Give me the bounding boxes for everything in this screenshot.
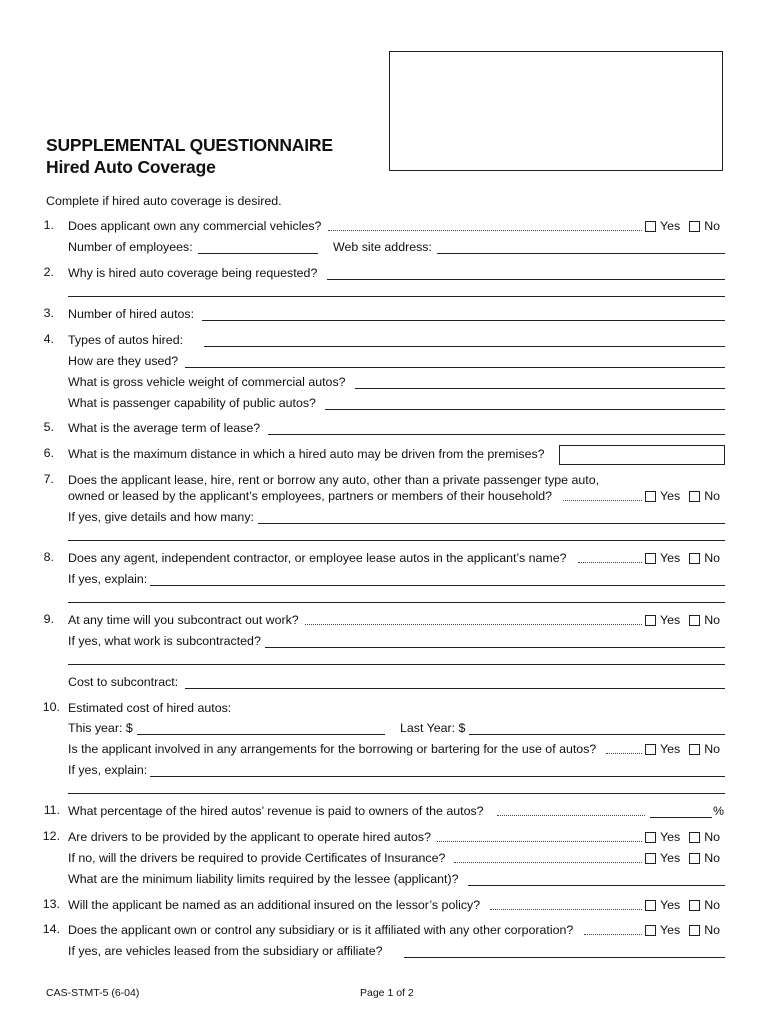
q7-details-field-2[interactable] (68, 540, 725, 541)
title-line-2: Hired Auto Coverage (46, 157, 216, 177)
q9-what-field[interactable] (265, 647, 725, 648)
q6-distance-field[interactable] (559, 445, 725, 465)
q12-certs-text: If no, will the drivers be required to provide Certificates of Insurance? (68, 851, 446, 865)
q10-this-year-field[interactable] (137, 734, 385, 735)
q14-yes-checkbox[interactable] (645, 925, 656, 936)
q1-employees-label: Number of employees: (68, 240, 193, 254)
no-label: No (704, 851, 721, 865)
q9-what-label: If yes, what work is subcontracted? (68, 634, 261, 648)
no-label: No (704, 742, 721, 756)
q5-field[interactable] (268, 434, 725, 435)
q12-limits-field[interactable] (468, 885, 725, 886)
q7-number: 7. (43, 472, 54, 486)
q4-passenger-label: What is passenger capability of public autos? (68, 396, 316, 410)
q13-yes-checkbox[interactable] (645, 900, 656, 911)
q11-percent-field[interactable] (650, 817, 712, 818)
q9-number: 9. (43, 612, 54, 626)
q12-limits-label: What are the minimum liability limits required by the lessee (applicant)? (68, 872, 459, 886)
q7-no-checkbox[interactable] (689, 491, 700, 502)
q3-text: Number of hired autos: (68, 307, 195, 321)
no-label: No (704, 219, 721, 233)
q5-number: 5. (43, 420, 54, 434)
q8-number: 8. (43, 550, 54, 564)
stamp-box (389, 51, 723, 171)
q13-text: Will the applicant be named as an additional insured on the lessor’s policy? (68, 898, 481, 912)
no-label: No (704, 551, 721, 565)
q8-explain-field[interactable] (150, 585, 725, 586)
q1-no-checkbox[interactable] (689, 221, 700, 232)
q12-text: Are drivers to be provided by the applicant to operate hired autos? (68, 830, 431, 844)
q14-leader (584, 934, 642, 935)
q5-text: What is the average term of lease? (68, 421, 261, 435)
no-label: No (704, 489, 721, 503)
q12-yes-checkbox[interactable] (645, 832, 656, 843)
q9-no-checkbox[interactable] (689, 615, 700, 626)
q9-yes-checkbox[interactable] (645, 615, 656, 626)
yes-label: Yes (660, 489, 681, 503)
q9-cost-field[interactable] (185, 688, 725, 689)
q4-weight-field[interactable] (355, 388, 725, 389)
q7-details-field[interactable] (258, 523, 725, 524)
q11-text: What percentage of the hired autos’ revenue is paid to owners of the autos? (68, 804, 484, 818)
q10-explain-field[interactable] (150, 776, 725, 777)
yes-label: Yes (660, 830, 681, 844)
q9-cost-label: Cost to subcontract: (68, 675, 179, 689)
q2-field-2[interactable] (68, 296, 725, 297)
no-label: No (704, 923, 721, 937)
q10-number: 10. (42, 700, 60, 714)
q1-text: Does applicant own any commercial vehicles? (68, 219, 322, 233)
yes-label: Yes (660, 851, 681, 865)
q9-yes-no (645, 612, 720, 628)
q11-leader (497, 815, 645, 816)
q10-borrowing-text: Is the applicant involved in any arrangements for the borrowing or bartering for the use of autos? (68, 742, 597, 756)
q10-text: Estimated cost of hired autos: (68, 701, 232, 715)
q7-text-line1: Does the applicant lease, hire, rent or borrow any auto, other than a private passenger type auto, (68, 473, 600, 487)
q13-number: 13. (42, 897, 60, 911)
q12-certs-leader (454, 862, 642, 863)
q14-no-checkbox[interactable] (689, 925, 700, 936)
q13-no-checkbox[interactable] (689, 900, 700, 911)
q10-explain-label: If yes, explain: (68, 763, 148, 777)
q12-leader (437, 841, 642, 842)
q1-website-label: Web site address: (333, 240, 432, 254)
no-label: No (704, 830, 721, 844)
q4-passenger-field[interactable] (325, 409, 725, 410)
q1-employees-field[interactable] (198, 253, 318, 254)
yes-label: Yes (660, 613, 681, 627)
q12-certs-yes-checkbox[interactable] (645, 853, 656, 864)
q6-text: What is the maximum distance in which a hired auto may be driven from the premises? (68, 447, 545, 461)
q8-no-checkbox[interactable] (689, 553, 700, 564)
q4-types-field[interactable] (204, 346, 725, 347)
yes-label: Yes (660, 898, 681, 912)
q9-what-field-2[interactable] (68, 664, 725, 665)
q4-weight-label: What is gross vehicle weight of commercial autos? (68, 375, 346, 389)
q14-number: 14. (42, 922, 60, 936)
q8-leader (578, 562, 642, 563)
q1-yes-checkbox[interactable] (645, 221, 656, 232)
q8-explain-label: If yes, explain: (68, 572, 148, 586)
q1-website-field[interactable] (437, 253, 725, 254)
q10-this-year-label: This year: $ (68, 721, 133, 735)
q10-yes-checkbox[interactable] (645, 744, 656, 755)
q9-text: At any time will you subcontract out work? (68, 613, 299, 627)
intro-text: Complete if hired auto coverage is desired. (46, 194, 282, 208)
q1-number: 1. (43, 218, 54, 232)
q13-yes-no (645, 897, 720, 913)
q3-number: 3. (43, 306, 54, 320)
q7-details-label: If yes, give details and how many: (68, 510, 254, 524)
q14-leased-label: If yes, are vehicles leased from the subsidiary or affiliate? (68, 944, 383, 958)
q6-number: 6. (43, 446, 54, 460)
q10-last-year-label: Last Year: $ (400, 721, 466, 735)
q4-used-field[interactable] (185, 367, 725, 368)
no-label: No (704, 613, 721, 627)
q13-leader (490, 909, 642, 910)
no-label: No (704, 898, 721, 912)
q7-text-line2: owned or leased by the applicant’s employees, partners or members of their household? (68, 489, 552, 503)
q12-certs-no-checkbox[interactable] (689, 853, 700, 864)
q10-yes-no (645, 741, 720, 757)
q14-yes-no (645, 922, 720, 938)
yes-label: Yes (660, 219, 681, 233)
q12-yes-no (645, 829, 720, 845)
q4-text: Types of autos hired: (68, 333, 184, 347)
q7-yes-no (645, 488, 720, 504)
q11-percent-sign: % (713, 804, 725, 818)
q12-no-checkbox[interactable] (689, 832, 700, 843)
q12-certs-yes-no (645, 850, 720, 866)
q3-field[interactable] (202, 320, 725, 321)
yes-label: Yes (660, 551, 681, 565)
q14-text: Does the applicant own or control any subsidiary or is it affiliated with any other corporation? (68, 923, 574, 937)
q8-text: Does any agent, independent contractor, or employee lease autos in the applicant’s name? (68, 551, 567, 565)
title-line-1: SUPPLEMENTAL QUESTIONNAIRE (46, 135, 333, 155)
q10-no-checkbox[interactable] (689, 744, 700, 755)
yes-label: Yes (660, 923, 681, 937)
page-number: Page 1 of 2 (360, 987, 414, 999)
q1-leader (328, 230, 642, 231)
q8-explain-field-2[interactable] (68, 602, 725, 603)
q2-text: Why is hired auto coverage being requested? (68, 266, 318, 280)
q12-number: 12. (42, 829, 60, 843)
q7-leader (563, 500, 642, 501)
q2-number: 2. (43, 265, 54, 279)
q10-explain-field-2[interactable] (68, 793, 725, 794)
q11-number: 11. (43, 803, 60, 817)
q14-leased-field[interactable] (404, 957, 725, 958)
yes-label: Yes (660, 742, 681, 756)
q1-yes-no (645, 218, 720, 234)
q8-yes-no (645, 550, 720, 566)
q10-leader (606, 753, 642, 754)
q10-last-year-field[interactable] (469, 734, 725, 735)
q7-yes-checkbox[interactable] (645, 491, 656, 502)
form-id: CAS-STMT-5 (6-04) (46, 987, 140, 999)
q9-leader (305, 624, 642, 625)
q4-number: 4. (43, 332, 54, 346)
q8-yes-checkbox[interactable] (645, 553, 656, 564)
q4-used-label: How are they used? (68, 354, 179, 368)
form-title (46, 134, 333, 178)
q2-field[interactable] (327, 279, 725, 280)
